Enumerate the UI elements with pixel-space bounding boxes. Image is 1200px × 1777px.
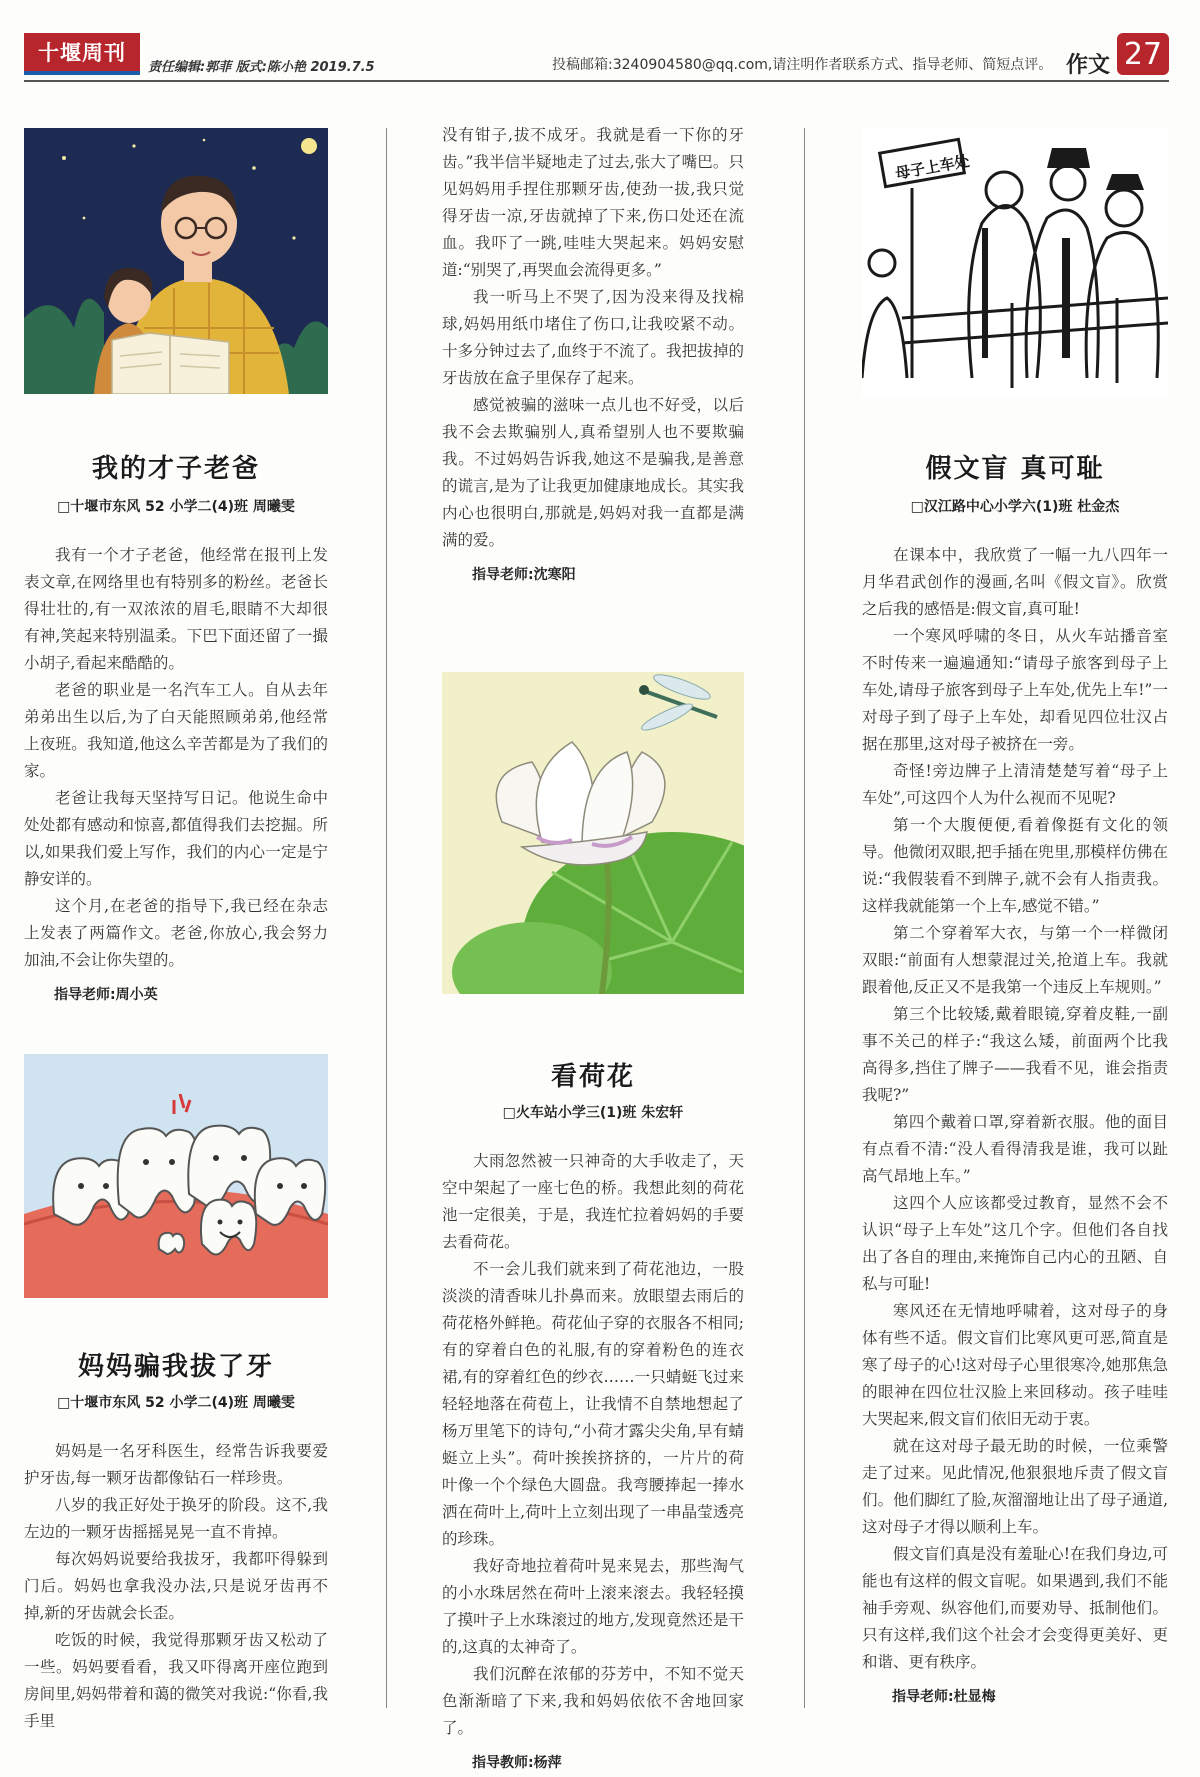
fake-illiterate-cartoon <box>862 128 1168 398</box>
section-label: 作文 <box>1066 53 1111 78</box>
page-number-badge: 27 <box>1117 33 1169 75</box>
column-divider <box>386 128 387 1708</box>
header-rule <box>24 80 1169 82</box>
article-byline: □汉江路中心小学六(1)班 杜金杰 <box>910 499 1120 515</box>
article-title: 看荷花 <box>550 1062 635 1092</box>
article-title: 我的才子老爸 <box>91 454 260 484</box>
article-body: 我有一个才子老爸，他经常在报刊上发表文章,在网络里也有特别多的粉丝。老爸长得壮壮的,有一双浓浓的眉毛,眼睛不大却很有神,笑起来特别温柔。下巴下面还留了一撮小胡子,看起来酷酷的。 老爸的职业是一名汽车工人。自从去年弟弟出生以后,为了白天能照顾弟弟,他经常上夜班。我知道,他这么辛苦都是为了我们的家。 老爸让我每天坚持写日记。他说生命中处处都有感动和惊喜,都值得我们去挖掘。所以,如果我们爱上写作，我们的内心一定是宁静安详的。 这个月,在老爸的指导下,我已经在杂志上发表了两篇作文。老爸,你放心,我会努力加油,不会让你失望的。 指导老师:周小英 <box>24 542 328 1009</box>
column-divider <box>804 128 805 1708</box>
teacher-credit: 指导老师:杜显梅 <box>892 1689 996 1705</box>
masthead-logo: 十堰周刊 <box>24 33 140 75</box>
teacher-credit: 指导老师:沈寒阳 <box>472 567 576 583</box>
father-reading-illustration <box>24 128 328 394</box>
article-byline: □十堰市东风 52 小学二(4)班 周曦雯 <box>57 499 295 515</box>
article-title: 妈妈骗我拔了牙 <box>77 1352 274 1382</box>
submission-notice: 投稿邮箱:3240904580@qq.com,请注明作者联系方式、指导老师、简短点评。 <box>552 57 1053 73</box>
article-byline: □十堰市东风 52 小学二(4)班 周曦雯 <box>57 1395 295 1411</box>
teacher-credit: 指导老师:周小英 <box>54 987 158 1003</box>
article-byline: □火车站小学三(1)班 朱宏轩 <box>502 1105 684 1121</box>
article-title: 假文盲 真可耻 <box>925 454 1105 484</box>
teeth-cartoon-illustration <box>24 1054 328 1298</box>
article-body: 在课本中，我欣赏了一幅一九八四年一月华君武创作的漫画,名叫《假文盲》。欣赏之后我的感悟是:假文盲,真可耻! 一个寒风呼啸的冬日，从火车站播音室不时传来一遍遍通知:“请母子旅客到母子上车处,请母子旅客到母子上车处,优先上车!”一对母子到了母子上车处，却看见四位壮汉占据在那里,这对母子被挤在一旁。 奇怪!旁边牌子上清清楚楚写着“母子上车处”,可这四个人为什么视而不见呢? 第一个大腹便便,看着像挺有文化的领导。他微闭双眼,把手插在兜里,那模样仿佛在说:“我假装看不到牌子,就不会有人指责我。这样我就能第一个上车,感觉不错。” 第二个穿着军大衣，与第一个一样微闭双眼:“前面有人想蒙混过关,抢道上车。我就跟着他,反正又不是我第一个违反上车规则。” 第三个比较矮,戴着眼镜,穿着皮鞋,一副事不关己的样子:“我这么矮，前面两个比我高得多,挡住了牌子——我看不见，谁会指责我呢?” 第四个戴着口罩,穿着新衣服。他的面目有点看不清:“没人看得清我是谁，我可以趾高气昂地上车。” 这四个人应该都受过教育，显然不会不认识“母子上车处”这几个字。但他们各自找出了各自的理由,来掩饰自己内心的丑陋、自私与可耻! 寒风还在无情地呼啸着，这对母子的身体有些不适。假文盲们比寒风更可恶,简直是寒了母子的心!这对母子心里很寒冷,她那焦急的眼神在四位壮汉脸上来回移动。孩子哇哇大哭起来,假文盲们依旧无动于衷。 就在这对母子最无助的时候，一位乘警走了过来。见此情况,他狠狠地斥责了假文盲们。他们脚红了脸,灰溜溜地让出了母子通道,这对母子才得以顺利上车。 假文盲们真是没有羞耻心!在我们身边,可能也有这样的假文盲呢。如果遇到,我们不能袖手旁观、纵容他们,而要劝导、抵制他们。只有这样,我们这个社会才会变得更美好、更和谐、更有秩序。 指导老师:杜显梅 <box>862 542 1168 1711</box>
editor-credits: 责任编辑:郭菲 版式:陈小艳 2019.7.5 <box>148 60 375 75</box>
lotus-dragonfly-illustration <box>442 672 744 994</box>
teacher-credit: 指导教师:杨萍 <box>472 1755 562 1771</box>
article-body: 大雨忽然被一只神奇的大手收走了，天空中架起了一座七色的桥。我想此刻的荷花池一定很美，于是，我连忙拉着妈妈的手要去看荷花。 不一会儿我们就来到了荷花池边，一股淡淡的清香味儿扑鼻而来。放眼望去雨后的荷花格外鲜艳。荷花仙子穿的衣服各不相同;有的穿着白色的礼服,有的穿着粉色的连衣裙,有的穿着红色的纱衣……一只蜻蜓飞过来轻轻地落在荷苞上，让我情不自禁地想起了杨万里笔下的诗句,“小荷才露尖尖角,早有蜻蜓立上头”。荷叶挨挨挤挤的，一片片的荷叶像一个个绿色大圆盘。我弯腰捧起一捧水洒在荷叶上,荷叶上立刻出现了一串晶莹透亮的珍珠。 我好奇地拉着荷叶晃来晃去，那些淘气的小水珠居然在荷叶上滚来滚去。我轻轻摸了摸叶子上水珠滚过的地方,发现竟然还是干的,这真的太神奇了。 我们沉醉在浓郁的芬芳中，不知不觉天色渐渐暗了下来,我和妈妈依依不舍地回家了。 指导教师:杨萍 <box>442 1148 744 1777</box>
article-body: 妈妈是一名牙科医生，经常告诉我要爱护牙齿,每一颗牙齿都像钻石一样珍贵。 八岁的我正好处于换牙的阶段。这不,我左边的一颗牙齿摇摇晃晃一直不肯掉。 每次妈妈说要给我拔牙，我都吓得躲到门后。妈妈也拿我没办法,只是说牙齿再不掉,新的牙齿就会长歪。 吃饭的时候，我觉得那颗牙齿又松动了一些。妈妈要看看，我又吓得离开座位跑到房间里,妈妈带着和蔼的微笑对我说:“你看,我手里 <box>24 1442 328 1730</box>
article-body-continued: 没有钳子,拔不成牙。我就是看一下你的牙齿。”我半信半疑地走了过去,张大了嘴巴。只见妈妈用手捏住那颗牙齿,使劲一拔,我只觉得牙齿一凉,牙齿就掉了下来,伤口处还在流血。我吓了一跳,哇哇大哭起来。妈妈安慰道:“别哭了,再哭血会流得更多。” 我一听马上不哭了,因为没来得及找棉球,妈妈用纸巾堵住了伤口,让我咬紧不动。十多分钟过去了,血终于不流了。我把拔掉的牙齿放在盒子里保存了起来。 感觉被骗的滋味一点儿也不好受，以后我不会去欺骗别人,真希望别人也不要欺骗我。不过妈妈告诉我,她这不是骗我,是善意的谎言,是为了让我更加健康地成长。其实我内心也很明白,那就是,妈妈对我一直都是满满的爱。 指导老师:沈寒阳 <box>442 122 744 589</box>
cartoon-sign-text: 母子上车处 <box>893 151 971 183</box>
